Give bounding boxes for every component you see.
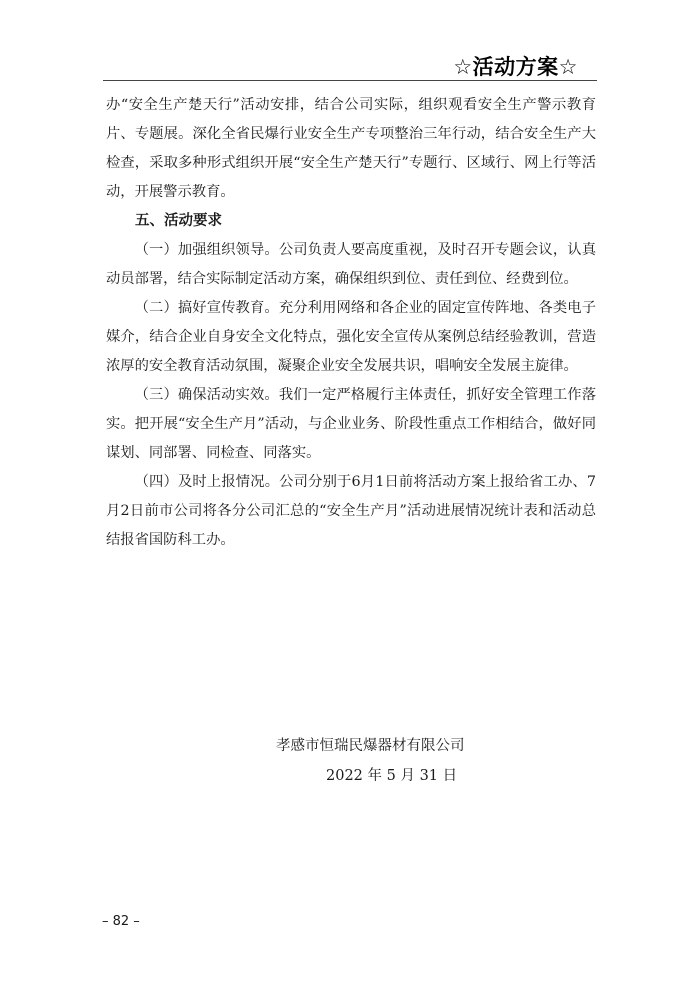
signature-date: 2022 年 5 月 31 日 bbox=[326, 768, 458, 784]
paragraph-continuation: 办“安全生产楚天行”活动安排，结合公司实际，组织观看安全生产警示教育片、专题展。深化全省民爆行业安全生产专项整治三年行动，结合安全生产大检查，采取多种形式组织开展“安全生产楚天行”专题行、区域行、网上行等活动，开展警示教育。 bbox=[106, 97, 596, 200]
requirement-item-1: （一）加强组织领导。公司负责人要高度重视，及时召开专题会议，认真动员部署，结合实际制定活动方案，确保组织到位、责任到位、经费到位。 bbox=[106, 242, 596, 287]
section-heading: 五、活动要求 bbox=[135, 213, 222, 229]
signature-company: 孝感市恒瑞民爆器材有限公司 bbox=[276, 738, 465, 754]
header-title: ☆活动方案☆ bbox=[453, 55, 578, 79]
requirement-item-3: （三）确保活动实效。我们一定严格履行主体责任，抓好安全管理工作落实。把开展“安全生产月”活动，与企业业务、阶段性重点工作相结合，做好同谋划、同部署、同检查、同落实。 bbox=[106, 387, 596, 461]
page-number: – 82 – bbox=[102, 914, 140, 929]
document-body bbox=[106, 91, 596, 555]
header-divider bbox=[103, 80, 597, 81]
requirement-item-2: （二）搞好宣传教育。充分利用网络和各企业的固定宣传阵地、各类电子媒介，结合企业自身安全文化特点，强化安全宣传从案例总结经验教训，营造浓厚的安全教育活动氛围，凝聚企业安全发展共识，唱响安全发展主旋律。 bbox=[106, 300, 596, 374]
requirement-item-4: （四）及时上报情况。公司分别于6月1日前将活动方案上报给省工办、7月2日前市公司将各分公司汇总的“安全生产月”活动进展情况统计表和活动总结报省国防科工办。 bbox=[106, 474, 596, 548]
